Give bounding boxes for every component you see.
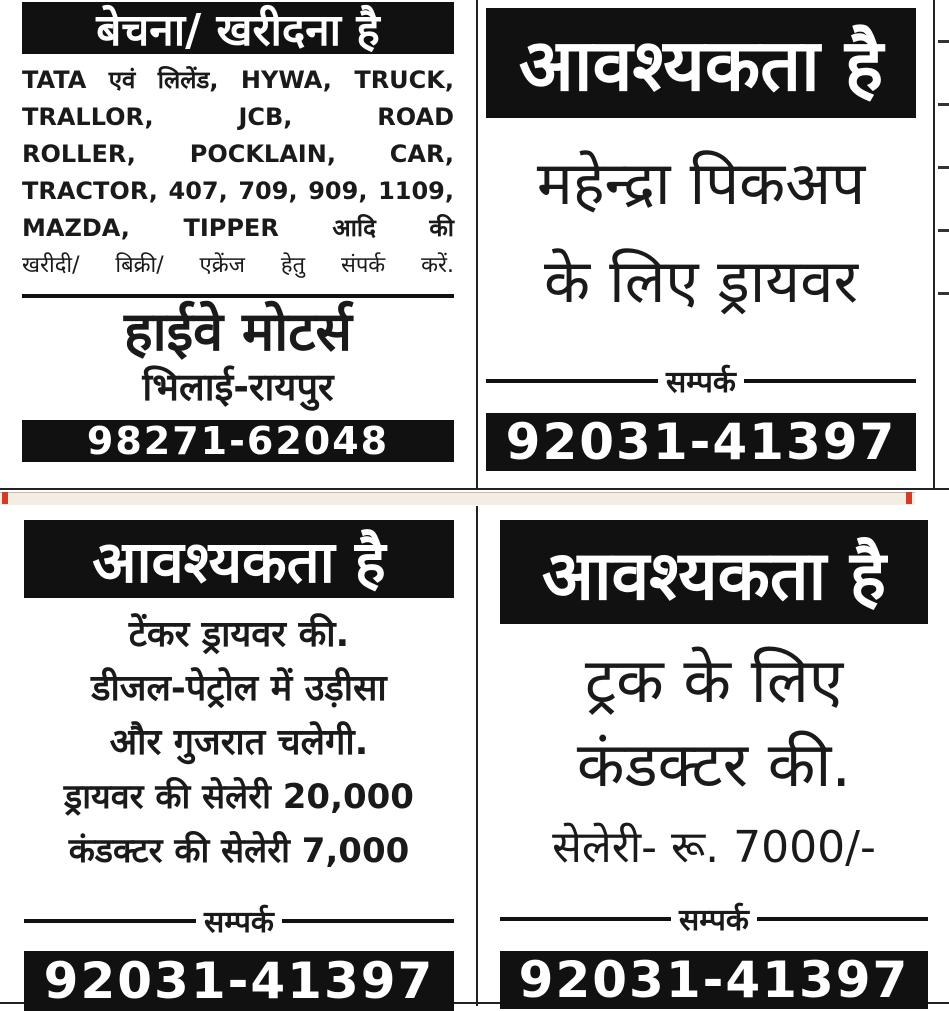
ad-banner: बेचना/ खरीदना है [22,2,454,54]
phone-number: 92031-41397 [24,951,454,1011]
contact-rule-right [282,919,454,923]
contact-rule-right [757,917,928,921]
body-line: MAZDA, TIPPER आदि की [22,214,454,242]
contact-rule-left [24,919,196,923]
body-line: ROLLER, POCKLAIN, CAR, [22,140,454,168]
body-line: TRALLOR, JCB, ROAD [22,103,454,131]
torn-strip [0,492,915,505]
classified-ad-truck-conductor [500,520,928,1009]
ad-banner: आवश्यकता है [500,520,928,624]
ad-line: महेन्द्रा पिकअप [536,149,866,219]
classified-ad-tanker-driver [24,520,454,1010]
body-line: डीजल-पेट्रोल में उड़ीसा [91,668,387,709]
body-line: कंडक्टर की सेलेरी 7,000 [68,831,410,871]
contact-row [486,360,916,401]
business-name: हाईवे मोटर्स [124,300,352,363]
classified-ad-pickup-driver [486,8,916,480]
body-line: खरीदी/ बिक्री/ एक्रेंज हेतु संपर्क करें. [22,253,454,278]
ad-line: ट्रक के लिए [584,644,844,717]
phone-number: 92031-41397 [486,413,916,471]
contact-row [500,898,928,939]
phone-number: 92031-41397 [500,951,928,1009]
body-line: TRACTOR, 407, 709, 909, 1109, [22,177,454,205]
accent-strip-right [906,492,912,504]
ad-banner: आवश्यकता है [24,520,454,598]
ad-body [24,608,454,878]
contact-rule-left [486,379,658,383]
body-line: ड्रायवर की सेलेरी 20,000 [64,777,414,817]
center-divider-top [476,0,478,488]
contact-label: सम्पर्क [679,903,749,938]
business-location: भिलाई-रायपुर [142,365,334,409]
body-line: टेंकर ड्रायवर की. [128,614,350,655]
salary-line: सेलेरी- रू. 7000/- [552,822,876,873]
ad-line: के लिए ड्रायवर [544,247,858,317]
classified-ad-sell-buy [22,2,454,472]
contact-row [24,900,454,941]
right-edge-divider [933,0,935,488]
body-line: और गुजरात चलेगी. [109,722,369,763]
separator-rule [22,294,454,298]
body-line: TATA एवं लिलेंड, HYWA, TRUCK, [22,66,454,94]
contact-label: सम्पर्क [204,905,274,940]
section-divider [0,488,949,490]
ad-banner: आवश्यकता है [486,8,916,118]
center-divider-bottom [476,506,478,1006]
ad-body [22,62,454,284]
ad-line: कंडक्टर की. [576,728,852,801]
adjacent-column-fragment [938,30,949,430]
contact-rule-right [744,379,916,383]
contact-rule-left [500,917,671,921]
contact-label: सम्पर्क [666,365,736,400]
phone-number: 98271-62048 [22,420,454,462]
accent-strip-left [2,492,8,504]
